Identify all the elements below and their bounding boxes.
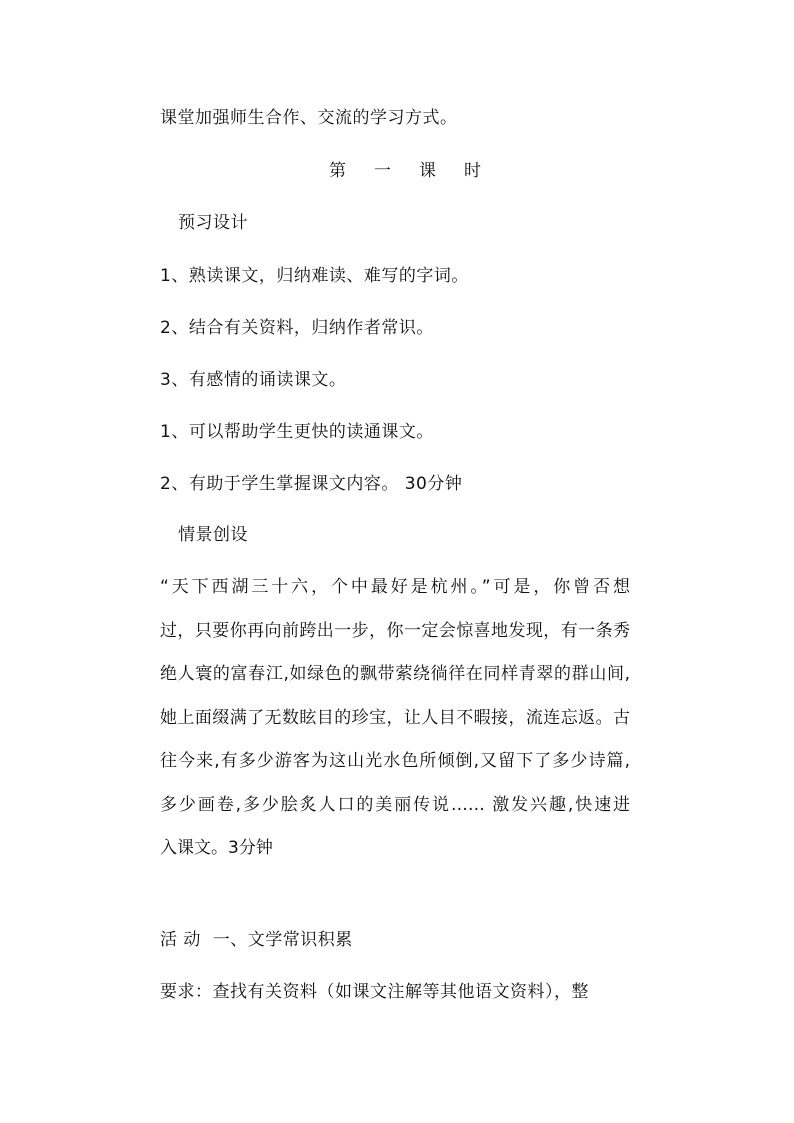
intro-line: 课堂加强师生合作、交流的学习方式。	[160, 108, 458, 128]
requirement-line: 要求：查找有关资料（如课文注解等其他语文资料），整	[160, 982, 589, 1002]
scene-paragraph-line: 过，只要你再向前跨出一步，你一定会惊喜地发现，有一条秀	[160, 620, 630, 641]
activity-heading: 活 动 一、文学常识积累	[160, 930, 353, 950]
scene-paragraph-line: 往今来,有多少游客为这山光水色所倾倒,又留下了多少诗篇,	[160, 751, 630, 771]
scene-paragraph	[160, 566, 630, 871]
scene-paragraph-line: 她上面缀满了无数眩目的珍宝，让人目不暇接，流连忘返。古	[160, 707, 630, 728]
purpose-item: 2、有助于学生掌握课文内容。 30分钟	[160, 474, 463, 494]
lesson-title-char: 时	[464, 161, 481, 181]
preview-item: 1、熟读课文，归纳难读、难写的字词。	[160, 266, 469, 286]
scene-paragraph-line: 多少画卷,多少脍炙人口的美丽传说…… 激发兴趣,快速进	[160, 794, 630, 815]
lesson-title-char: 一	[374, 161, 391, 181]
scene-heading: 情景创设	[178, 525, 248, 545]
lesson-title	[329, 160, 481, 182]
scene-paragraph-line: “天下西湖三十六，个中最好是杭州。”可是，你曾否想	[160, 577, 630, 597]
scene-paragraph-line: 绝人寰的富春江,如绿色的飘带萦绕徜徉在同样青翠的群山间,	[160, 664, 630, 684]
scene-paragraph-line: 入课文。3分钟	[160, 838, 273, 858]
preview-item: 3、有感情的诵读课文。	[160, 370, 347, 390]
preview-item: 2、结合有关资料，归纳作者常识。	[160, 318, 434, 338]
preview-heading: 预习设计	[178, 213, 248, 233]
lesson-title-char: 课	[419, 161, 436, 181]
purpose-item: 1、可以帮助学生更快的读通课文。	[160, 422, 434, 442]
lesson-title-char: 第	[329, 161, 346, 181]
